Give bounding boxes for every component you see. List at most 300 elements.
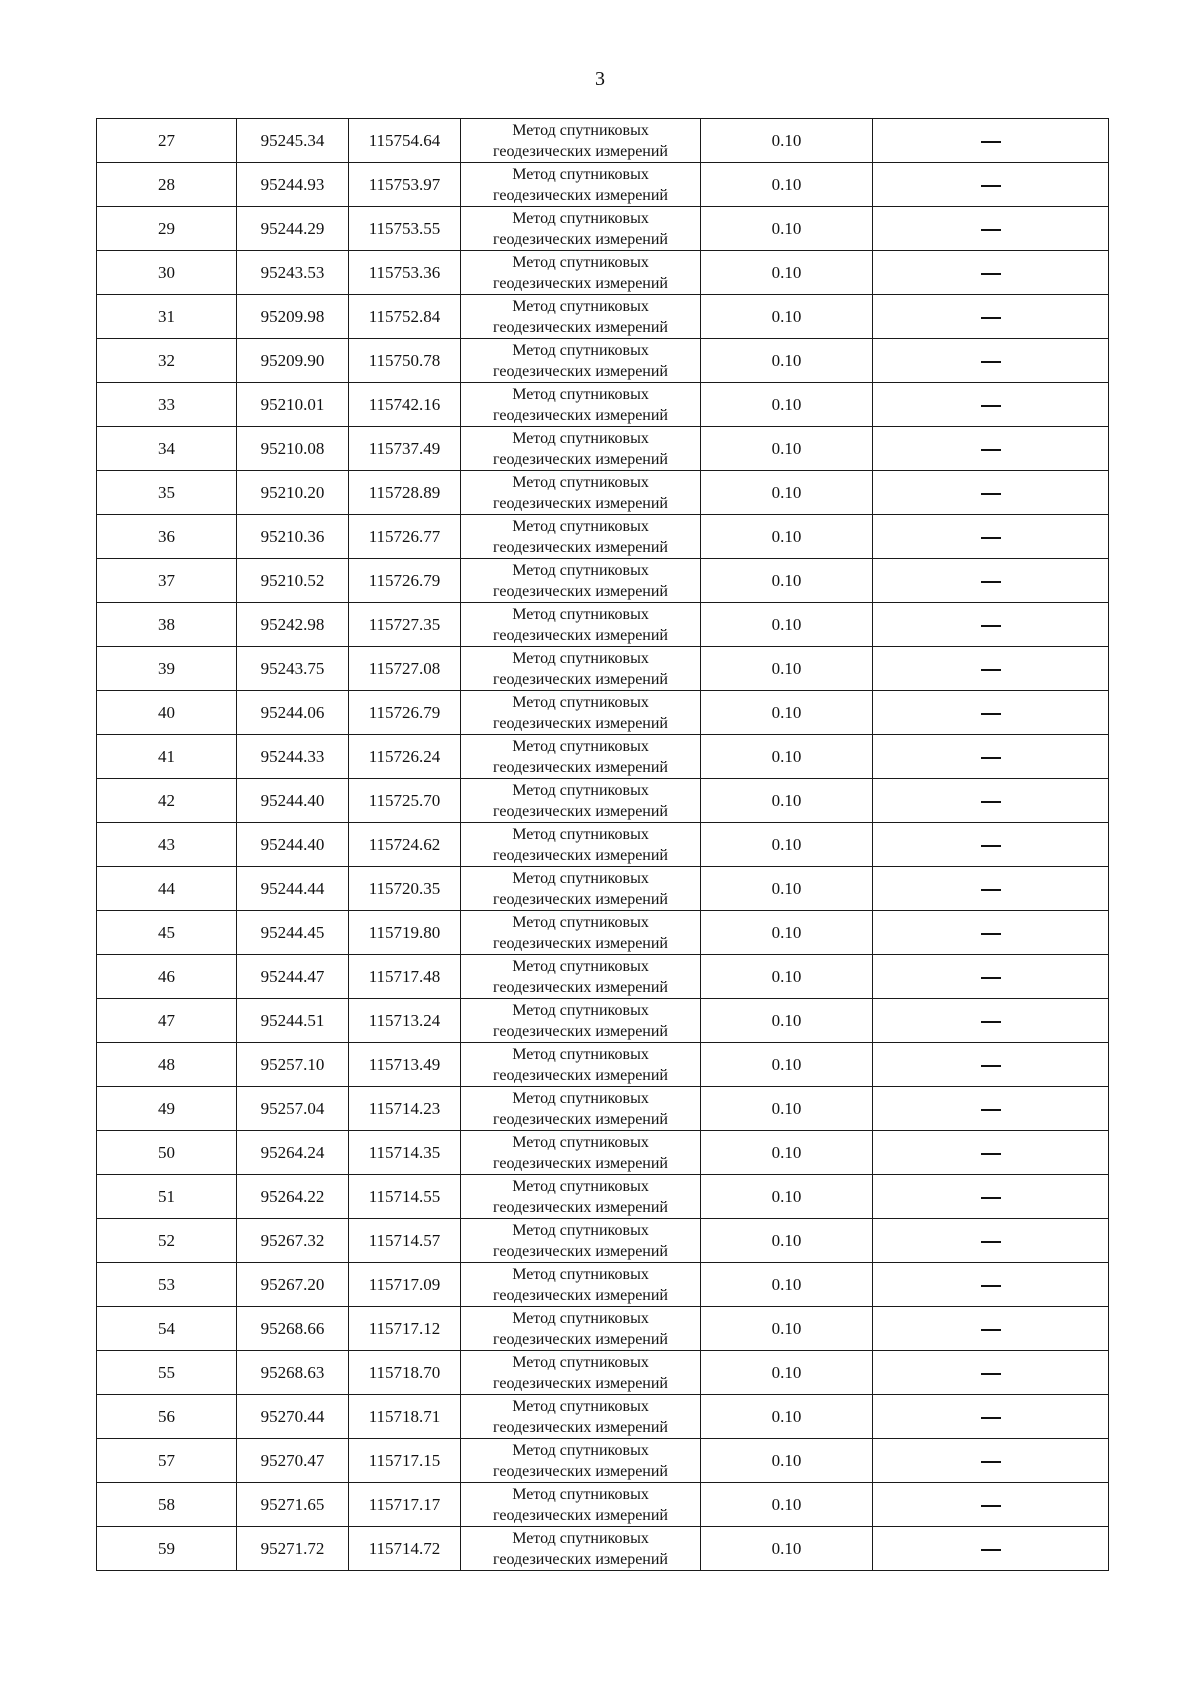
point-number-cell: 34 <box>97 427 237 471</box>
accuracy-cell: 0.10 <box>701 1483 873 1527</box>
accuracy-cell: 0.10 <box>701 1439 873 1483</box>
point-number-cell: 38 <box>97 603 237 647</box>
method-line-2: геодезических измерений <box>493 494 668 512</box>
description-cell <box>873 1219 1109 1263</box>
method-line-1: Метод спутниковых <box>512 1221 649 1239</box>
y-coordinate-cell: 115742.16 <box>349 383 461 427</box>
method-cell <box>461 1307 701 1351</box>
table-row <box>97 691 1109 735</box>
method-line-2: геодезических измерений <box>493 362 668 380</box>
method-line-1: Метод спутниковых <box>512 209 649 227</box>
point-number-cell: 52 <box>97 1219 237 1263</box>
dash-mark <box>981 361 1001 363</box>
y-coordinate-cell: 115726.77 <box>349 515 461 559</box>
table-row <box>97 911 1109 955</box>
method-cell <box>461 1043 701 1087</box>
method-line-2: геодезических измерений <box>493 1550 668 1568</box>
x-coordinate-cell: 95244.45 <box>237 911 349 955</box>
description-cell <box>873 735 1109 779</box>
table-row <box>97 779 1109 823</box>
table-row <box>97 1219 1109 1263</box>
dash-mark <box>981 229 1001 231</box>
method-line-2: геодезических измерений <box>493 230 668 248</box>
method-line-1: Метод спутниковых <box>512 693 649 711</box>
accuracy-cell: 0.10 <box>701 1131 873 1175</box>
table-row <box>97 647 1109 691</box>
table-row <box>97 1395 1109 1439</box>
dash-mark <box>981 1241 1001 1243</box>
table-row <box>97 559 1109 603</box>
x-coordinate-cell: 95264.24 <box>237 1131 349 1175</box>
method-line-1: Метод спутниковых <box>512 121 649 139</box>
table-row <box>97 1483 1109 1527</box>
description-cell <box>873 1439 1109 1483</box>
description-cell <box>873 867 1109 911</box>
method-cell <box>461 691 701 735</box>
dash-mark <box>981 449 1001 451</box>
method-cell <box>461 1175 701 1219</box>
method-line-2: геодезических измерений <box>493 1242 668 1260</box>
point-number-cell: 57 <box>97 1439 237 1483</box>
description-cell <box>873 647 1109 691</box>
x-coordinate-cell: 95244.40 <box>237 823 349 867</box>
x-coordinate-cell: 95242.98 <box>237 603 349 647</box>
method-line-1: Метод спутниковых <box>512 473 649 491</box>
method-cell <box>461 955 701 999</box>
point-number-cell: 53 <box>97 1263 237 1307</box>
point-number-cell: 39 <box>97 647 237 691</box>
accuracy-cell: 0.10 <box>701 295 873 339</box>
accuracy-cell: 0.10 <box>701 1307 873 1351</box>
method-line-1: Метод спутниковых <box>512 561 649 579</box>
table-row <box>97 1351 1109 1395</box>
method-line-2: геодезических измерений <box>493 1374 668 1392</box>
x-coordinate-cell: 95271.72 <box>237 1527 349 1571</box>
table-row <box>97 1439 1109 1483</box>
y-coordinate-cell: 115714.23 <box>349 1087 461 1131</box>
x-coordinate-cell: 95244.47 <box>237 955 349 999</box>
x-coordinate-cell: 95267.32 <box>237 1219 349 1263</box>
method-cell <box>461 647 701 691</box>
dash-mark <box>981 1197 1001 1199</box>
table-row <box>97 207 1109 251</box>
point-number-cell: 43 <box>97 823 237 867</box>
method-line-1: Метод спутниковых <box>512 1265 649 1283</box>
accuracy-cell: 0.10 <box>701 1087 873 1131</box>
y-coordinate-cell: 115726.24 <box>349 735 461 779</box>
table-row <box>97 867 1109 911</box>
dash-mark <box>981 1153 1001 1155</box>
method-line-1: Метод спутниковых <box>512 1133 649 1151</box>
accuracy-cell: 0.10 <box>701 735 873 779</box>
method-line-2: геодезических измерений <box>493 978 668 996</box>
method-line-2: геодезических измерений <box>493 1418 668 1436</box>
method-line-2: геодезических измерений <box>493 1066 668 1084</box>
point-number-cell: 56 <box>97 1395 237 1439</box>
table-row <box>97 427 1109 471</box>
dash-mark <box>981 1329 1001 1331</box>
method-cell <box>461 779 701 823</box>
x-coordinate-cell: 95244.51 <box>237 999 349 1043</box>
table-row <box>97 163 1109 207</box>
dash-mark <box>981 1021 1001 1023</box>
method-line-2: геодезических измерений <box>493 582 668 600</box>
point-number-cell: 36 <box>97 515 237 559</box>
method-line-1: Метод спутниковых <box>512 1485 649 1503</box>
description-cell <box>873 1043 1109 1087</box>
point-number-cell: 51 <box>97 1175 237 1219</box>
description-cell <box>873 1351 1109 1395</box>
x-coordinate-cell: 95244.33 <box>237 735 349 779</box>
coordinates-table <box>96 118 1109 1571</box>
point-number-cell: 59 <box>97 1527 237 1571</box>
method-cell <box>461 735 701 779</box>
method-line-1: Метод спутниковых <box>512 1089 649 1107</box>
method-line-1: Метод спутниковых <box>512 957 649 975</box>
y-coordinate-cell: 115726.79 <box>349 691 461 735</box>
description-cell <box>873 1527 1109 1571</box>
method-cell <box>461 207 701 251</box>
y-coordinate-cell: 115714.57 <box>349 1219 461 1263</box>
dash-mark <box>981 977 1001 979</box>
method-line-1: Метод спутниковых <box>512 1397 649 1415</box>
method-line-2: геодезических измерений <box>493 758 668 776</box>
method-line-2: геодезических измерений <box>493 1286 668 1304</box>
point-number-cell: 55 <box>97 1351 237 1395</box>
accuracy-cell: 0.10 <box>701 911 873 955</box>
method-line-1: Метод спутниковых <box>512 165 649 183</box>
accuracy-cell: 0.10 <box>701 955 873 999</box>
point-number-cell: 29 <box>97 207 237 251</box>
y-coordinate-cell: 115717.15 <box>349 1439 461 1483</box>
accuracy-cell: 0.10 <box>701 1175 873 1219</box>
table-row <box>97 1131 1109 1175</box>
table-row <box>97 603 1109 647</box>
table-body <box>97 119 1109 1571</box>
description-cell <box>873 999 1109 1043</box>
y-coordinate-cell: 115717.09 <box>349 1263 461 1307</box>
accuracy-cell: 0.10 <box>701 339 873 383</box>
table-row <box>97 1263 1109 1307</box>
table-row <box>97 1175 1109 1219</box>
dash-mark <box>981 317 1001 319</box>
description-cell <box>873 691 1109 735</box>
table-row <box>97 1307 1109 1351</box>
method-line-2: геодезических измерений <box>493 846 668 864</box>
y-coordinate-cell: 115750.78 <box>349 339 461 383</box>
x-coordinate-cell: 95268.63 <box>237 1351 349 1395</box>
description-cell <box>873 295 1109 339</box>
point-number-cell: 40 <box>97 691 237 735</box>
y-coordinate-cell: 115713.24 <box>349 999 461 1043</box>
accuracy-cell: 0.10 <box>701 251 873 295</box>
description-cell <box>873 1131 1109 1175</box>
description-cell <box>873 559 1109 603</box>
point-number-cell: 48 <box>97 1043 237 1087</box>
method-line-1: Метод спутниковых <box>512 869 649 887</box>
point-number-cell: 35 <box>97 471 237 515</box>
point-number-cell: 28 <box>97 163 237 207</box>
accuracy-cell: 0.10 <box>701 1527 873 1571</box>
x-coordinate-cell: 95270.44 <box>237 1395 349 1439</box>
method-line-1: Метод спутниковых <box>512 913 649 931</box>
description-cell <box>873 1087 1109 1131</box>
method-line-2: геодезических измерений <box>493 714 668 732</box>
method-line-1: Метод спутниковых <box>512 1001 649 1019</box>
accuracy-cell: 0.10 <box>701 603 873 647</box>
accuracy-cell: 0.10 <box>701 1395 873 1439</box>
y-coordinate-cell: 115724.62 <box>349 823 461 867</box>
y-coordinate-cell: 115737.49 <box>349 427 461 471</box>
dash-mark <box>981 669 1001 671</box>
point-number-cell: 32 <box>97 339 237 383</box>
accuracy-cell: 0.10 <box>701 779 873 823</box>
method-line-1: Метод спутниковых <box>512 649 649 667</box>
table-row <box>97 1043 1109 1087</box>
point-number-cell: 58 <box>97 1483 237 1527</box>
method-line-2: геодезических измерений <box>493 890 668 908</box>
x-coordinate-cell: 95268.66 <box>237 1307 349 1351</box>
y-coordinate-cell: 115717.17 <box>349 1483 461 1527</box>
dash-mark <box>981 141 1001 143</box>
point-number-cell: 30 <box>97 251 237 295</box>
accuracy-cell: 0.10 <box>701 163 873 207</box>
description-cell <box>873 207 1109 251</box>
method-line-2: геодезических измерений <box>493 1462 668 1480</box>
description-cell <box>873 383 1109 427</box>
method-cell <box>461 1219 701 1263</box>
method-cell <box>461 1439 701 1483</box>
method-line-1: Метод спутниковых <box>512 1177 649 1195</box>
dash-mark <box>981 1373 1001 1375</box>
dash-mark <box>981 801 1001 803</box>
method-cell <box>461 383 701 427</box>
accuracy-cell: 0.10 <box>701 823 873 867</box>
point-number-cell: 42 <box>97 779 237 823</box>
table-row <box>97 955 1109 999</box>
dash-mark <box>981 757 1001 759</box>
accuracy-cell: 0.10 <box>701 427 873 471</box>
description-cell <box>873 119 1109 163</box>
y-coordinate-cell: 115754.64 <box>349 119 461 163</box>
method-line-2: геодезических измерений <box>493 186 668 204</box>
table-row <box>97 515 1109 559</box>
description-cell <box>873 779 1109 823</box>
method-cell <box>461 163 701 207</box>
dash-mark <box>981 889 1001 891</box>
method-line-1: Метод спутниковых <box>512 737 649 755</box>
accuracy-cell: 0.10 <box>701 207 873 251</box>
point-number-cell: 37 <box>97 559 237 603</box>
method-cell <box>461 1351 701 1395</box>
point-number-cell: 44 <box>97 867 237 911</box>
method-cell <box>461 911 701 955</box>
method-cell <box>461 251 701 295</box>
x-coordinate-cell: 95257.10 <box>237 1043 349 1087</box>
y-coordinate-cell: 115717.48 <box>349 955 461 999</box>
accuracy-cell: 0.10 <box>701 119 873 163</box>
x-coordinate-cell: 95243.53 <box>237 251 349 295</box>
dash-mark <box>981 273 1001 275</box>
method-line-2: геодезических измерений <box>493 538 668 556</box>
method-line-1: Метод спутниковых <box>512 781 649 799</box>
y-coordinate-cell: 115753.55 <box>349 207 461 251</box>
dash-mark <box>981 1461 1001 1463</box>
x-coordinate-cell: 95264.22 <box>237 1175 349 1219</box>
method-cell <box>461 603 701 647</box>
method-line-2: геодезических измерений <box>493 450 668 468</box>
method-line-2: геодезических измерений <box>493 1198 668 1216</box>
table-row <box>97 119 1109 163</box>
accuracy-cell: 0.10 <box>701 1263 873 1307</box>
y-coordinate-cell: 115713.49 <box>349 1043 461 1087</box>
x-coordinate-cell: 95243.75 <box>237 647 349 691</box>
dash-mark <box>981 185 1001 187</box>
y-coordinate-cell: 115714.35 <box>349 1131 461 1175</box>
method-line-2: геодезических измерений <box>493 802 668 820</box>
x-coordinate-cell: 95210.20 <box>237 471 349 515</box>
method-cell <box>461 999 701 1043</box>
dash-mark <box>981 1505 1001 1507</box>
point-number-cell: 46 <box>97 955 237 999</box>
point-number-cell: 50 <box>97 1131 237 1175</box>
method-cell <box>461 295 701 339</box>
y-coordinate-cell: 115727.08 <box>349 647 461 691</box>
point-number-cell: 47 <box>97 999 237 1043</box>
table-row <box>97 1087 1109 1131</box>
table-row <box>97 1527 1109 1571</box>
table-row <box>97 471 1109 515</box>
description-cell <box>873 515 1109 559</box>
y-coordinate-cell: 115725.70 <box>349 779 461 823</box>
dash-mark <box>981 625 1001 627</box>
method-line-1: Метод спутниковых <box>512 1441 649 1459</box>
x-coordinate-cell: 95270.47 <box>237 1439 349 1483</box>
accuracy-cell: 0.10 <box>701 1219 873 1263</box>
point-number-cell: 33 <box>97 383 237 427</box>
y-coordinate-cell: 115726.79 <box>349 559 461 603</box>
point-number-cell: 41 <box>97 735 237 779</box>
method-cell <box>461 1087 701 1131</box>
method-line-1: Метод спутниковых <box>512 1529 649 1547</box>
method-cell <box>461 1131 701 1175</box>
dash-mark <box>981 581 1001 583</box>
description-cell <box>873 471 1109 515</box>
method-line-2: геодезических измерений <box>493 670 668 688</box>
method-line-2: геодезических измерений <box>493 934 668 952</box>
point-number-cell: 31 <box>97 295 237 339</box>
method-cell <box>461 515 701 559</box>
table-row <box>97 251 1109 295</box>
x-coordinate-cell: 95244.44 <box>237 867 349 911</box>
description-cell <box>873 339 1109 383</box>
dash-mark <box>981 405 1001 407</box>
x-coordinate-cell: 95244.93 <box>237 163 349 207</box>
y-coordinate-cell: 115714.72 <box>349 1527 461 1571</box>
table-row <box>97 383 1109 427</box>
y-coordinate-cell: 115727.35 <box>349 603 461 647</box>
description-cell <box>873 955 1109 999</box>
x-coordinate-cell: 95245.34 <box>237 119 349 163</box>
description-cell <box>873 911 1109 955</box>
accuracy-cell: 0.10 <box>701 647 873 691</box>
method-line-1: Метод спутниковых <box>512 1045 649 1063</box>
table-row <box>97 295 1109 339</box>
y-coordinate-cell: 115728.89 <box>349 471 461 515</box>
y-coordinate-cell: 115718.70 <box>349 1351 461 1395</box>
dash-mark <box>981 1065 1001 1067</box>
table-row <box>97 339 1109 383</box>
x-coordinate-cell: 95210.01 <box>237 383 349 427</box>
dash-mark <box>981 493 1001 495</box>
x-coordinate-cell: 95210.08 <box>237 427 349 471</box>
description-cell <box>873 1483 1109 1527</box>
y-coordinate-cell: 115720.35 <box>349 867 461 911</box>
y-coordinate-cell: 115717.12 <box>349 1307 461 1351</box>
accuracy-cell: 0.10 <box>701 559 873 603</box>
description-cell <box>873 1307 1109 1351</box>
point-number-cell: 27 <box>97 119 237 163</box>
dash-mark <box>981 1109 1001 1111</box>
method-cell <box>461 1527 701 1571</box>
method-line-1: Метод спутниковых <box>512 253 649 271</box>
x-coordinate-cell: 95244.29 <box>237 207 349 251</box>
method-line-2: геодезических измерений <box>493 626 668 644</box>
description-cell <box>873 163 1109 207</box>
method-line-2: геодезических измерений <box>493 274 668 292</box>
accuracy-cell: 0.10 <box>701 999 873 1043</box>
method-line-2: геодезических измерений <box>493 318 668 336</box>
method-line-1: Метод спутниковых <box>512 1309 649 1327</box>
table-row <box>97 999 1109 1043</box>
method-line-2: геодезических измерений <box>493 1330 668 1348</box>
method-line-1: Метод спутниковых <box>512 825 649 843</box>
point-number-cell: 49 <box>97 1087 237 1131</box>
y-coordinate-cell: 115719.80 <box>349 911 461 955</box>
x-coordinate-cell: 95244.06 <box>237 691 349 735</box>
dash-mark <box>981 1417 1001 1419</box>
y-coordinate-cell: 115753.97 <box>349 163 461 207</box>
description-cell <box>873 823 1109 867</box>
accuracy-cell: 0.10 <box>701 515 873 559</box>
x-coordinate-cell: 95210.52 <box>237 559 349 603</box>
description-cell <box>873 251 1109 295</box>
method-line-2: геодезических измерений <box>493 1110 668 1128</box>
method-line-1: Метод спутниковых <box>512 297 649 315</box>
x-coordinate-cell: 95271.65 <box>237 1483 349 1527</box>
y-coordinate-cell: 115714.55 <box>349 1175 461 1219</box>
y-coordinate-cell: 115753.36 <box>349 251 461 295</box>
method-cell <box>461 867 701 911</box>
method-cell <box>461 1263 701 1307</box>
accuracy-cell: 0.10 <box>701 1043 873 1087</box>
accuracy-cell: 0.10 <box>701 1351 873 1395</box>
method-line-2: геодезических измерений <box>493 1022 668 1040</box>
x-coordinate-cell: 95209.98 <box>237 295 349 339</box>
accuracy-cell: 0.10 <box>701 471 873 515</box>
method-cell <box>461 471 701 515</box>
point-number-cell: 45 <box>97 911 237 955</box>
method-cell <box>461 559 701 603</box>
accuracy-cell: 0.10 <box>701 691 873 735</box>
description-cell <box>873 1175 1109 1219</box>
method-line-2: геодезических измерений <box>493 406 668 424</box>
x-coordinate-cell: 95257.04 <box>237 1087 349 1131</box>
y-coordinate-cell: 115752.84 <box>349 295 461 339</box>
description-cell <box>873 427 1109 471</box>
method-cell <box>461 823 701 867</box>
description-cell <box>873 603 1109 647</box>
